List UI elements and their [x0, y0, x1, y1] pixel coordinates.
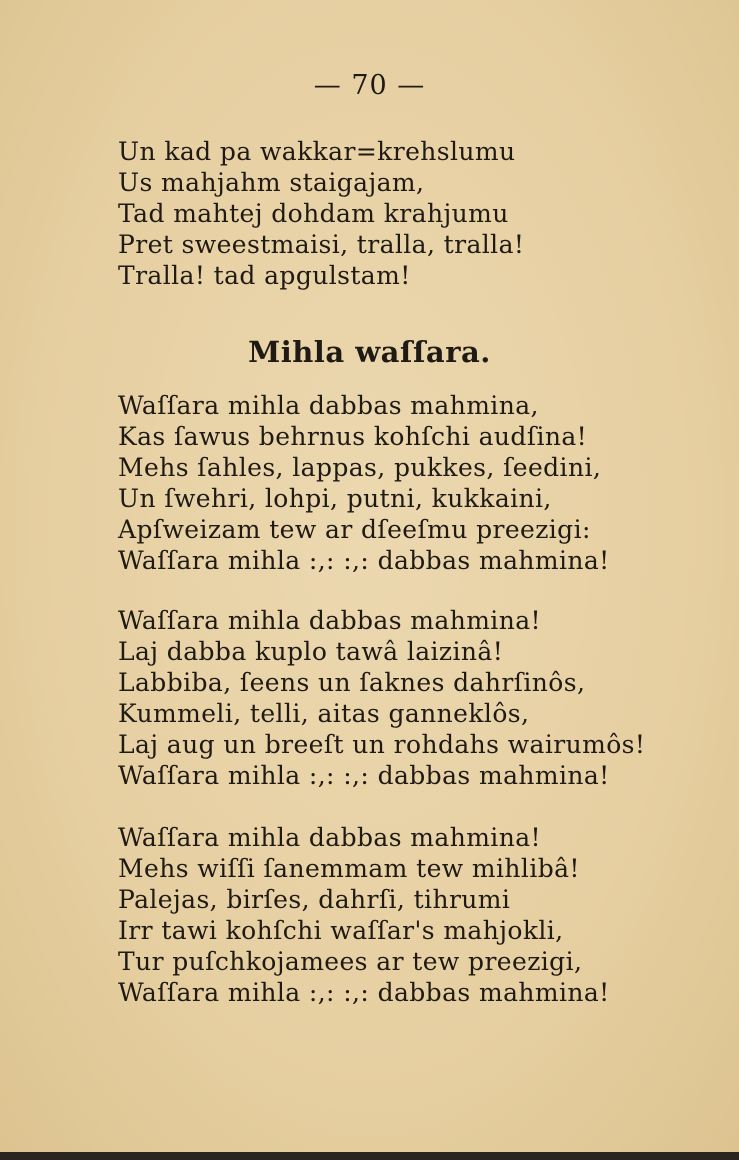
verse-line: Tad mahtej dohdam krahjumu	[118, 199, 509, 228]
verse-line: Us mahjahm staigajam,	[118, 168, 425, 197]
verse-line: Labbiba, ſeens un ſaknes dahrſinôs,	[118, 668, 586, 697]
page-number: — 70 —	[313, 70, 426, 101]
verse-line: Apſweizam tew ar dſeeſmu preezigi:	[118, 515, 591, 544]
stanza-2	[118, 390, 718, 576]
verse-line: Laj aug un breeſt un rohdahs wairumôs!	[118, 730, 646, 759]
verse-line: Waſſara mihla dabbas mahmina!	[118, 606, 541, 635]
verse-line: Mehs wiſſi ſanemmam tew mihlibâ!	[118, 854, 580, 883]
verse-line: Mehs ſahles, lappas, pukkes, ſeedini,	[118, 453, 602, 482]
verse-line: Irr tawi kohſchi waſſar's mahjokli,	[118, 916, 564, 945]
verse-line: Waſſara mihla :,: :,: dabbas mahmina!	[118, 978, 610, 1007]
stanza-4	[118, 822, 718, 1008]
verse-line: Pret sweestmaisi, tralla, tralla!	[118, 230, 525, 259]
verse-line: Kas ſawus behrnus kohſchi audſina!	[118, 422, 588, 451]
stanza-1	[118, 136, 718, 291]
bottom-edge	[0, 1152, 739, 1160]
verse-line: Waſſara mihla :,: :,: dabbas mahmina!	[118, 546, 610, 575]
verse-line: Un kad pa wakkar=krehslumu	[118, 137, 516, 166]
verse-line: Waſſara mihla dabbas mahmina!	[118, 823, 541, 852]
verse-line: Palejas, birſes, dahrſi, tihrumi	[118, 885, 511, 914]
verse-line: Un ſwehri, lohpi, putni, kukkaini,	[118, 484, 552, 513]
verse-line: Tralla! tad apgulstam!	[118, 261, 411, 290]
verse-line: Tur puſchkojamees ar tew preezigi,	[118, 947, 583, 976]
verse-line: Waſſara mihla dabbas mahmina,	[118, 391, 539, 420]
verse-line: Waſſara mihla :,: :,: dabbas mahmina!	[118, 761, 610, 790]
stanza-3	[118, 605, 718, 791]
verse-line: Kummeli, telli, aitas ganneklôs,	[118, 699, 530, 728]
verse-line: Laj dabba kuplo tawâ laizinâ!	[118, 637, 504, 666]
poem-title: Mihla waſſara.	[248, 335, 491, 369]
